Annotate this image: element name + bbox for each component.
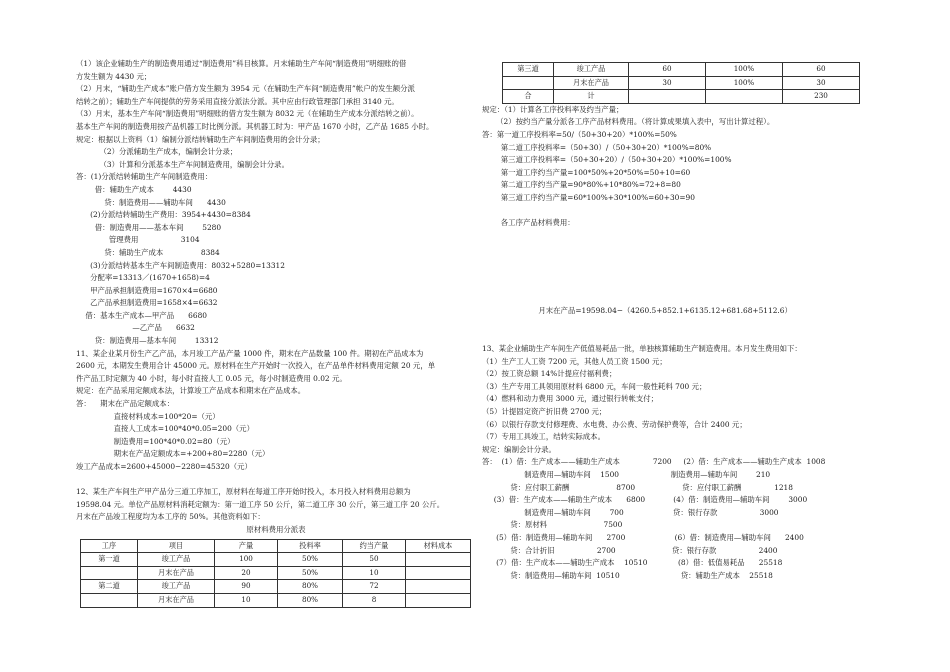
text-line: 乙产品承担制造费用=1658×4=6632 bbox=[76, 298, 218, 308]
table-cell: 竣工产品 bbox=[138, 553, 215, 567]
table-cell bbox=[706, 90, 783, 104]
table-cell: 50 bbox=[343, 553, 406, 567]
table-cell bbox=[406, 580, 471, 594]
table-cell: 第二道 bbox=[81, 580, 138, 594]
table-cell: 月末在产品 bbox=[554, 76, 629, 90]
text-line: (7）借：生产成本——辅助生产成本 10510 (8）借：低值易耗品 25518 bbox=[482, 558, 783, 568]
text-line: （2）按工资总额 14%计提应付福利费； bbox=[482, 369, 617, 379]
spacer bbox=[482, 330, 882, 343]
table-cell: 50% bbox=[278, 553, 343, 567]
material-cost-table-continued bbox=[502, 62, 860, 104]
table-body bbox=[81, 553, 471, 607]
text-line: 竣工产品成本=2600+45000−2280=45320（元） bbox=[76, 462, 252, 471]
text-line: (2)分派结转辅助生产费用：3954+4430=8384 bbox=[76, 210, 251, 220]
text-line: 答： 期末在产品定额成本： bbox=[76, 399, 175, 409]
spacer bbox=[482, 280, 882, 293]
spacer bbox=[76, 474, 476, 487]
text-line: 第二道工序约当产量=90*80%+10*80%=72+8=80 bbox=[482, 180, 681, 190]
text-line: 制造费用—辅助车间 700 贷：银行存款 3000 bbox=[482, 507, 779, 517]
table-cell: 20 bbox=[215, 566, 278, 580]
text-line: 贷：合计折旧 2700 贷：银行存款 2400 bbox=[482, 545, 778, 555]
table-cell: 50% bbox=[278, 566, 343, 580]
table-cell: 60 bbox=[783, 63, 860, 77]
text-line: 直接材料成本=100*20=（元） bbox=[76, 411, 220, 421]
table-cell: 月末在产品 bbox=[138, 566, 215, 580]
table-header-cell: 工序 bbox=[81, 539, 138, 553]
table-row bbox=[503, 76, 860, 90]
table-cell: 8 bbox=[343, 593, 406, 607]
table-header-cell: 材料成本 bbox=[406, 539, 471, 553]
text-line: 答：第一道工序投料率=50/（50+30+20）*100%=50% bbox=[482, 129, 677, 139]
text-line: 结转之前）；辅助生产车间提供的劳务采用直接分派法分派。其中应由行政管理部门承担 3140 元。 bbox=[76, 96, 399, 106]
text-line: 制造费用=100*40*0.02=80（元） bbox=[76, 436, 235, 446]
spacer bbox=[482, 230, 882, 243]
text-line: （2）月末，“辅助生产成本”账户借方发生额为 3954 元（在辅助生产车间“制造费用”帐户的发生额分派 bbox=[76, 84, 415, 94]
table-cell: 80% bbox=[278, 580, 343, 594]
table-cell bbox=[406, 593, 471, 607]
text-line: 第三道工序投料率=（50+30+20）/（50+30+20）*100%=100% bbox=[482, 155, 732, 165]
table-cell bbox=[81, 593, 138, 607]
table-cell: 30 bbox=[783, 76, 860, 90]
table-cell: 10 bbox=[343, 566, 406, 580]
text-line: （7）专用工具竣工，结转实际成本。 bbox=[482, 432, 605, 442]
text-line: （4）燃料和动力费用 3000 元，通过银行转帐支付； bbox=[482, 394, 659, 404]
right-column bbox=[482, 62, 882, 582]
table-header-row bbox=[81, 539, 471, 553]
table-row bbox=[81, 580, 471, 594]
table-cell bbox=[629, 90, 706, 104]
text-line: 第三道工序约当产量=60*100%+30*100%=60+30=90 bbox=[482, 192, 695, 202]
table-cell: 80% bbox=[278, 593, 343, 607]
table-cell: 72 bbox=[343, 580, 406, 594]
left-text-block-a bbox=[76, 58, 476, 474]
text-line: （2）分派辅助生产成本，编制会计分录； bbox=[76, 147, 238, 157]
text-line: （2）按约当产量分派各工序产品材料费用。（将计算成果填入表中，写出计算过程）。 bbox=[482, 117, 775, 127]
table-cell: 竣工产品 bbox=[554, 63, 629, 77]
table-title: 原材料费用分派表 bbox=[246, 524, 306, 534]
table-header-cell: 约当产量 bbox=[343, 539, 406, 553]
table-row bbox=[503, 90, 860, 104]
text-line: —乙产品 6632 bbox=[76, 323, 195, 333]
text-line: 19598.04 元。单位产品原材料消耗定额为：第一道工序 50 公斤，第二道工序 30 公斤，第三道工序 20 公斤。 bbox=[76, 499, 445, 509]
spacer bbox=[482, 255, 882, 268]
text-line: 基本生产车间的制造费用按产品机器工时比例分派。其机器工时为：甲产品 1670 小时，乙产品 1685 小时。 bbox=[76, 121, 434, 131]
text-line: 答： (1）借：生产成本——辅助生产成本 7200 (2）借：生产成本——辅助生产成本 1008 bbox=[482, 457, 826, 467]
table-cell: 月末在产品 bbox=[138, 593, 215, 607]
text-line: 贷：制造费用—辅助车间 10510 贷：辅助生产成本 25518 bbox=[482, 570, 773, 580]
right-text-block-a bbox=[482, 104, 882, 205]
text-line: （3）计算和分派基本生产车间制造费用，编制会计分录。 bbox=[76, 159, 289, 169]
text-line: 2600 元，本期发生费用合计 45000 元。原材料在生产开始时一次投入，在产品单件材料费用定额 20 元，单 bbox=[76, 361, 436, 371]
table-cell: 30 bbox=[629, 76, 706, 90]
text-line: （1）该企业辅助生产的制造费用通过“制造费用”科目核算。月末辅助生产车间“制造费用”明细账的借 bbox=[76, 59, 407, 68]
table-row bbox=[81, 553, 471, 567]
table-body-continued bbox=[503, 63, 860, 104]
text-line: 贷：应付职工薪酬 8700 贷：应付职工薪酬 1218 bbox=[482, 482, 793, 492]
spacer bbox=[482, 318, 882, 331]
text-line: 方发生额为 4430 元； bbox=[76, 71, 152, 81]
text-line: 贷：制造费用—基本车间 13312 bbox=[76, 336, 219, 346]
spacer bbox=[482, 268, 882, 281]
table-cell: 230 bbox=[783, 90, 860, 104]
table-cell bbox=[406, 566, 471, 580]
text-line: （1）生产工人工资 7200 元，其他人员工资 1500 元； bbox=[482, 356, 667, 366]
left-column bbox=[76, 58, 476, 608]
table-row bbox=[503, 63, 860, 77]
text-line: 借：制造费用——基本车间 5280 bbox=[76, 222, 222, 232]
text-line: 11、某企业某月份生产乙产品，本月竣工产品产量 1000 件，期末在产品数量 100 件。期初在产品成本为 bbox=[76, 348, 424, 358]
text-line: 规定：（1）计算各工序投料率及约当产量； bbox=[482, 104, 624, 114]
spacer bbox=[482, 205, 882, 218]
text-line: 直接人工成本=100*40*0.05=200（元） bbox=[76, 424, 254, 434]
table-header-cell: 投料率 bbox=[278, 539, 343, 553]
text-line: 答：(1)分派结转辅助生产车间制造费用： bbox=[76, 172, 213, 182]
text-line: 管理费用 3104 bbox=[76, 235, 200, 245]
text-line: 期末在产品定额成本=+200+80=2280（元） bbox=[76, 449, 270, 459]
table-cell: 60 bbox=[629, 63, 706, 77]
table-cell: 100% bbox=[706, 63, 783, 77]
text-line: 制造费用—辅助车间 1500 制造费用—辅助车间 210 bbox=[482, 470, 771, 479]
spacer bbox=[482, 293, 882, 306]
table-header-cell: 产量 bbox=[215, 539, 278, 553]
text-line: （6）以银行存款支付修理费、水电费、办公费、劳动保护费等，合计 2400 元； bbox=[482, 419, 747, 429]
table-cell: 100% bbox=[706, 76, 783, 90]
text-line: （5）计提固定资产折旧费 2700 元； bbox=[482, 407, 607, 417]
material-cost-table bbox=[80, 539, 471, 608]
text-line: 规定：根据以上资料（1）编制分派结转辅助生产车间制造费用的会计分录； bbox=[76, 134, 325, 144]
table-cell: 竣工产品 bbox=[138, 580, 215, 594]
right-text-block-b bbox=[482, 343, 882, 582]
table-cell: 第三道 bbox=[503, 63, 554, 77]
table-header-cell: 项目 bbox=[138, 539, 215, 553]
text-line: 分配率=13313／(1670+1658)=4 bbox=[76, 273, 210, 283]
text-line: 第二道工序投料率=（50+30）/（50+30+20）*100%=80% bbox=[482, 142, 712, 152]
table-cell bbox=[81, 566, 138, 580]
table-cell: 90 bbox=[215, 580, 278, 594]
spacer bbox=[482, 242, 882, 255]
text-line: 贷：制造费用——辅助车间 4430 bbox=[76, 197, 226, 207]
text-line: 规定：在产品采用定额成本法，计算竣工产品成本和期末在产品成本。 bbox=[76, 386, 306, 396]
text-line: (5）借：制造费用—辅助车间 2700 (6）借：制造费用—辅助车间 2400 bbox=[482, 532, 804, 542]
table-cell: 计 bbox=[554, 90, 629, 104]
text-line: 月末在产品竣工程度均为本工序的 50%。其他资料如下： bbox=[76, 512, 265, 522]
table-row bbox=[81, 566, 471, 580]
text-line: 12、某生产车间生产甲产品分三道工序加工，原材料在每道工序开始时投入，本月投入材料费用总额为 bbox=[76, 487, 411, 497]
text-line: 借：基本生产成本—甲产品 6680 bbox=[76, 310, 207, 320]
text-line: 件产品工时定额为 40 小时，每小时直接人工 0.05 元，每小时制造费用 0.02 元。 bbox=[76, 373, 347, 383]
table-cell bbox=[406, 553, 471, 567]
wip-material-calc: 月末在产品=19598.04−（4260.5+852.1+6135.12+681.68+5112.6） bbox=[482, 306, 792, 316]
text-line: 贷：原材料 7500 bbox=[482, 520, 623, 530]
text-line: (3)分派结转基本生产车间制造费用：8032+5280=13312 bbox=[76, 260, 285, 270]
left-text-block-b bbox=[76, 486, 476, 524]
table-cell: 100 bbox=[215, 553, 278, 567]
material-cost-label: 各工序产品材料费用： bbox=[482, 218, 575, 228]
text-line: 13、某企业辅助生产车间生产低值易耗品一批，单独核算辅助生产制造费用。本月发生费用如下： bbox=[482, 344, 802, 354]
table-cell: 合 bbox=[503, 90, 554, 104]
text-line: 第一道工序约当产量=100*50%+20*50%=50+10=60 bbox=[482, 167, 691, 177]
text-line: （3）月末，基本生产车间“制造费用”明细账的借方发生额为 8032 元（在辅助生产成本分派结转之前）。 bbox=[76, 109, 419, 119]
text-line: （3）生产专用工具领用原材料 6800 元，车间一般性耗料 700 元； bbox=[482, 381, 707, 391]
text-line: (3）借：生产成本——辅助生产成本 6800 (4）借：制造费用—辅助车间 3000 bbox=[482, 495, 808, 505]
table-cell: 第一道 bbox=[81, 553, 138, 567]
text-line: 规定：编制会计分录。 bbox=[482, 444, 556, 454]
table-row bbox=[81, 593, 471, 607]
text-line: 借：辅助生产成本 4430 bbox=[76, 184, 192, 194]
table-cell: 10 bbox=[215, 593, 278, 607]
text-line: 甲产品承担制造费用=1670×4=6680 bbox=[76, 285, 218, 295]
table-cell bbox=[503, 76, 554, 90]
text-line: 贷：辅助生产成本 8384 bbox=[76, 247, 220, 257]
